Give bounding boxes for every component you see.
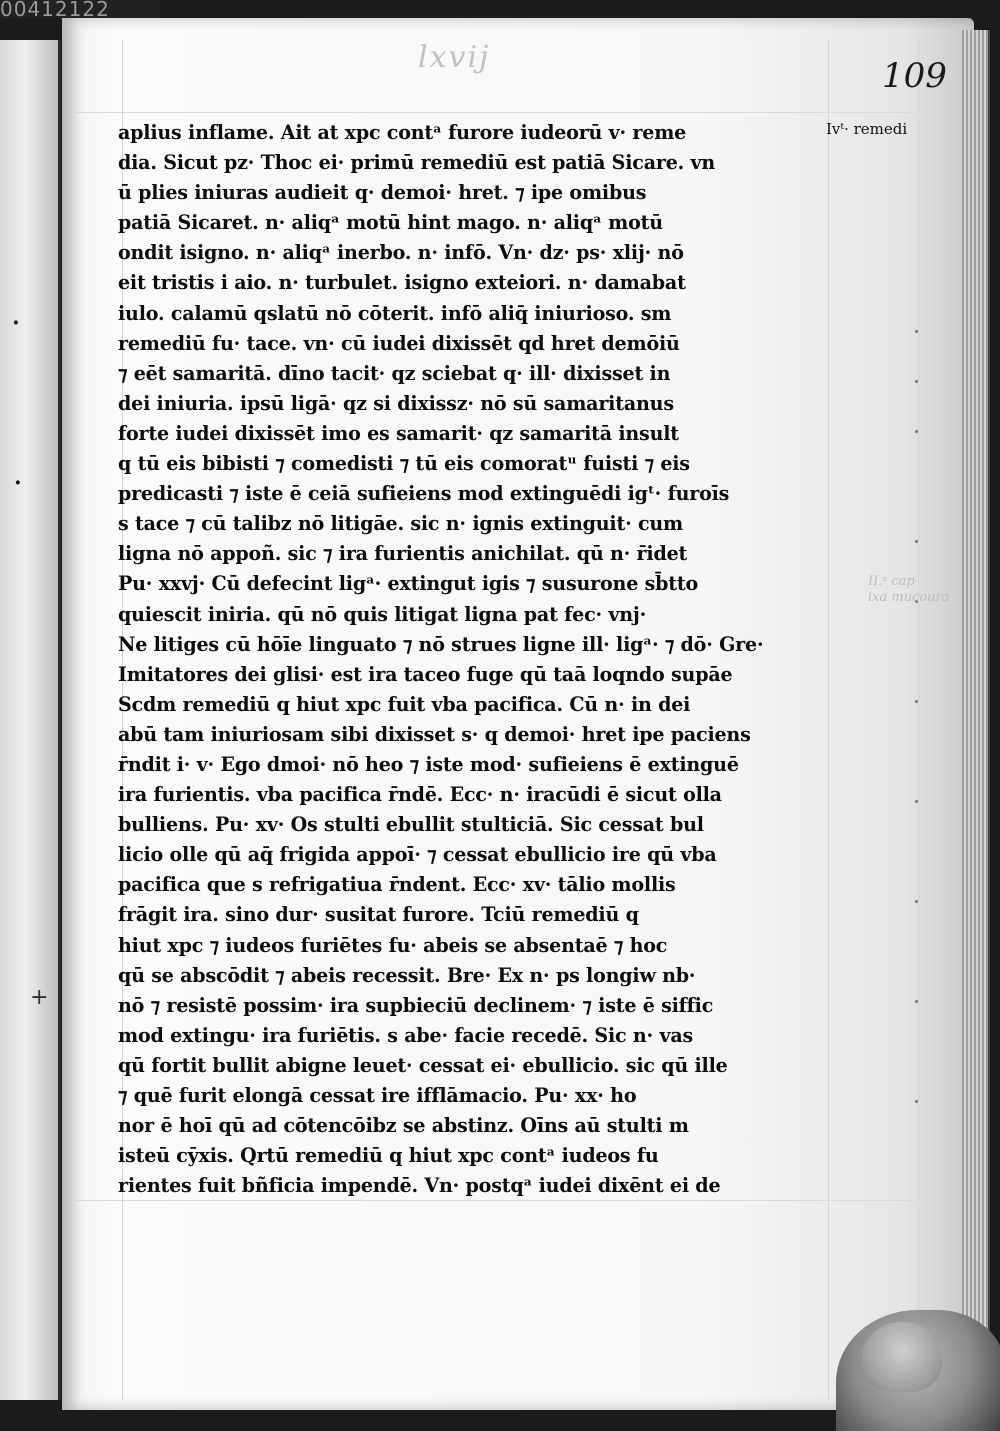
manuscript-text-block bbox=[118, 118, 834, 1201]
manuscript-line: ligna nō appoñ. sic ⁊ ira furientis anichilat. qū n· r̄idet bbox=[118, 542, 688, 566]
manuscript-line: r̄ndit i· v· Ego dmoi· nō heo ⁊ iste mod· sufieiens ē extinguē bbox=[118, 752, 739, 776]
manuscript-line: qū fortit bullit abigne leuet· cessat ei· ebullicio. sic qū ille bbox=[118, 1053, 728, 1077]
manuscript-line: abū tam iniuriosam sibi dixisset s· q demoi· hret ipe paciens bbox=[118, 722, 751, 746]
manuscript-line: eit tristis i aio. n· turbulet. isigno exteiori. n· damabat bbox=[118, 271, 686, 295]
manuscript-line: patiā Sicaret. n· aliqᵃ motū hint mago. n· aliqᵃ motū bbox=[118, 211, 663, 235]
manuscript-line: nor ē hoī qū ad cōtencōibz se abstinz. Oīns aū stulti m bbox=[118, 1114, 689, 1138]
manuscript-line: pacifica que s refrigatiua r̄ndent. Ecc· xv· tālio mollis bbox=[118, 873, 676, 897]
manuscript-line: Scdm remediū q hiut xpc fuit vba pacifica. Cū n· in dei bbox=[118, 692, 691, 716]
manuscript-line: s tace ⁊ cū talibz nō litigāe. sic n· ignis extinguit· cum bbox=[118, 512, 684, 536]
manuscript-line: Ne litiges cū hōīe linguato ⁊ nō strues ligne ill· ligᵃ· ⁊ dō· Gre· bbox=[118, 632, 764, 656]
pricking-hole bbox=[915, 540, 918, 543]
manuscript-line: rientes fuit bñficia impendē. Vn· postqᵃ iudei dixēnt ei de bbox=[118, 1174, 721, 1198]
manuscript-line: ondit isigno. n· aliqᵃ inerbo. n· infō. Vn· dz· ps· xlij· nō bbox=[118, 241, 684, 265]
pricking-hole bbox=[915, 430, 918, 433]
manuscript-line: predicasti ⁊ iste ē ceiā sufieiens mod extinguēdi igᵗ· furoīs bbox=[118, 482, 730, 506]
ruling-line bbox=[918, 40, 919, 1400]
manuscript-line: frāgit ira. sino dur· susitat furore. Tciū remediū q bbox=[118, 903, 639, 927]
ruling-line bbox=[70, 112, 920, 113]
manuscript-line: hiut xpc ⁊ iudeos furiētes fu· abeis se absentaē ⁊ hoc bbox=[118, 933, 668, 957]
manuscript-line: quiescit iniria. qū nō quis litigat ligna pat fec· vnj· bbox=[118, 602, 647, 626]
top-margin-note: lxvij bbox=[418, 40, 491, 75]
margin-cross-mark: + bbox=[30, 985, 49, 1010]
pricking-hole bbox=[915, 900, 918, 903]
manuscript-line: qū se abscōdit ⁊ abeis recessit. Bre· Ex n· ps longiw nb· bbox=[118, 963, 696, 987]
folio-number: 109 bbox=[882, 56, 947, 96]
pricking-hole bbox=[915, 1100, 918, 1103]
manuscript-line: Imitatores dei glisi· est ira taceo fuge qū taā loqndo supāe bbox=[118, 662, 733, 686]
margin-rubric: Ivᵗ· remedi bbox=[826, 120, 908, 138]
pricking-hole bbox=[915, 700, 918, 703]
manuscript-line: remediū fu· tace. vn· cū iudei dixissēt qd hret demōiū bbox=[118, 331, 680, 355]
manuscript-line: dei iniuria. ipsū ligā· qz si dixissz· nō sū samaritanus bbox=[118, 391, 674, 415]
manuscript-line: q tū eis bibisti ⁊ comedisti ⁊ tū eis comoratᵘ fuisti ⁊ eis bbox=[118, 452, 690, 476]
manuscript-line: bulliens. Pu· xv· Os stulti ebullit stulticiā. Sic cessat bul bbox=[118, 813, 704, 837]
manuscript-line: ⁊ eēt samaritā. dīno tacit· qz sciebat q· ill· dixisset in bbox=[118, 361, 671, 385]
page-stack-edge bbox=[962, 30, 990, 1400]
manuscript-line: mod extingu· ira furiētis. s abe· facie recedē. Sic n· vas bbox=[118, 1023, 694, 1047]
pricking-hole bbox=[915, 1000, 918, 1003]
facing-page-edge: · · bbox=[0, 40, 61, 1400]
manuscript-line: ū plies iniuras audieit q· demoi· hret. ⁊ ipe omibus bbox=[118, 181, 647, 205]
manuscript-line: forte iudei dixissēt imo es samarit· qz samaritā insult bbox=[118, 421, 679, 445]
margin-faint-line: ixa mucoura bbox=[868, 590, 950, 605]
manuscript-line: licio olle qū aq̄ frigida appoī· ⁊ cessat ebullicio ire qū vba bbox=[118, 843, 717, 867]
margin-faint-line: II.ᵃ cap bbox=[868, 574, 915, 589]
manuscript-line: nō ⁊ resistē possim· ira supbieciū declinem· ⁊ iste ē siffic bbox=[118, 993, 714, 1017]
margin-faint-note bbox=[868, 574, 950, 606]
manuscript-line: ira furientis. vba pacifica r̄ndē. Ecc· n· iracūdi ē sicut olla bbox=[118, 783, 722, 807]
manuscript-line: aplius inflame. Ait at xpc contᵃ furore iudeorū v· reme bbox=[118, 121, 687, 144]
pricking-hole bbox=[915, 800, 918, 803]
manuscript-line: dia. Sicut pz· Thoc ei· primū remediū est patiā Sicare. vn bbox=[118, 151, 716, 175]
manuscript-line: Pu· xxvj· Cū defecint ligᵃ· extingut igis ⁊ susurone sb̄tto bbox=[118, 572, 699, 596]
image-id-label: 00412122 bbox=[0, 0, 160, 18]
manuscript-line: ⁊ quē furit elongā cessat ire ifflāmacio. Pu· xx· ho bbox=[118, 1084, 637, 1107]
manuscript-line: iulo. calamū qslatū nō cōterit. infō aliq̄ iniurioso. sm bbox=[118, 301, 672, 325]
pricking-hole bbox=[915, 380, 918, 383]
pricking-hole bbox=[915, 330, 918, 333]
thumb-nail bbox=[862, 1322, 942, 1392]
manuscript-line: isteū cȳxis. Qrtū remediū q hiut xpc contᵃ iudeos fu bbox=[118, 1144, 659, 1168]
